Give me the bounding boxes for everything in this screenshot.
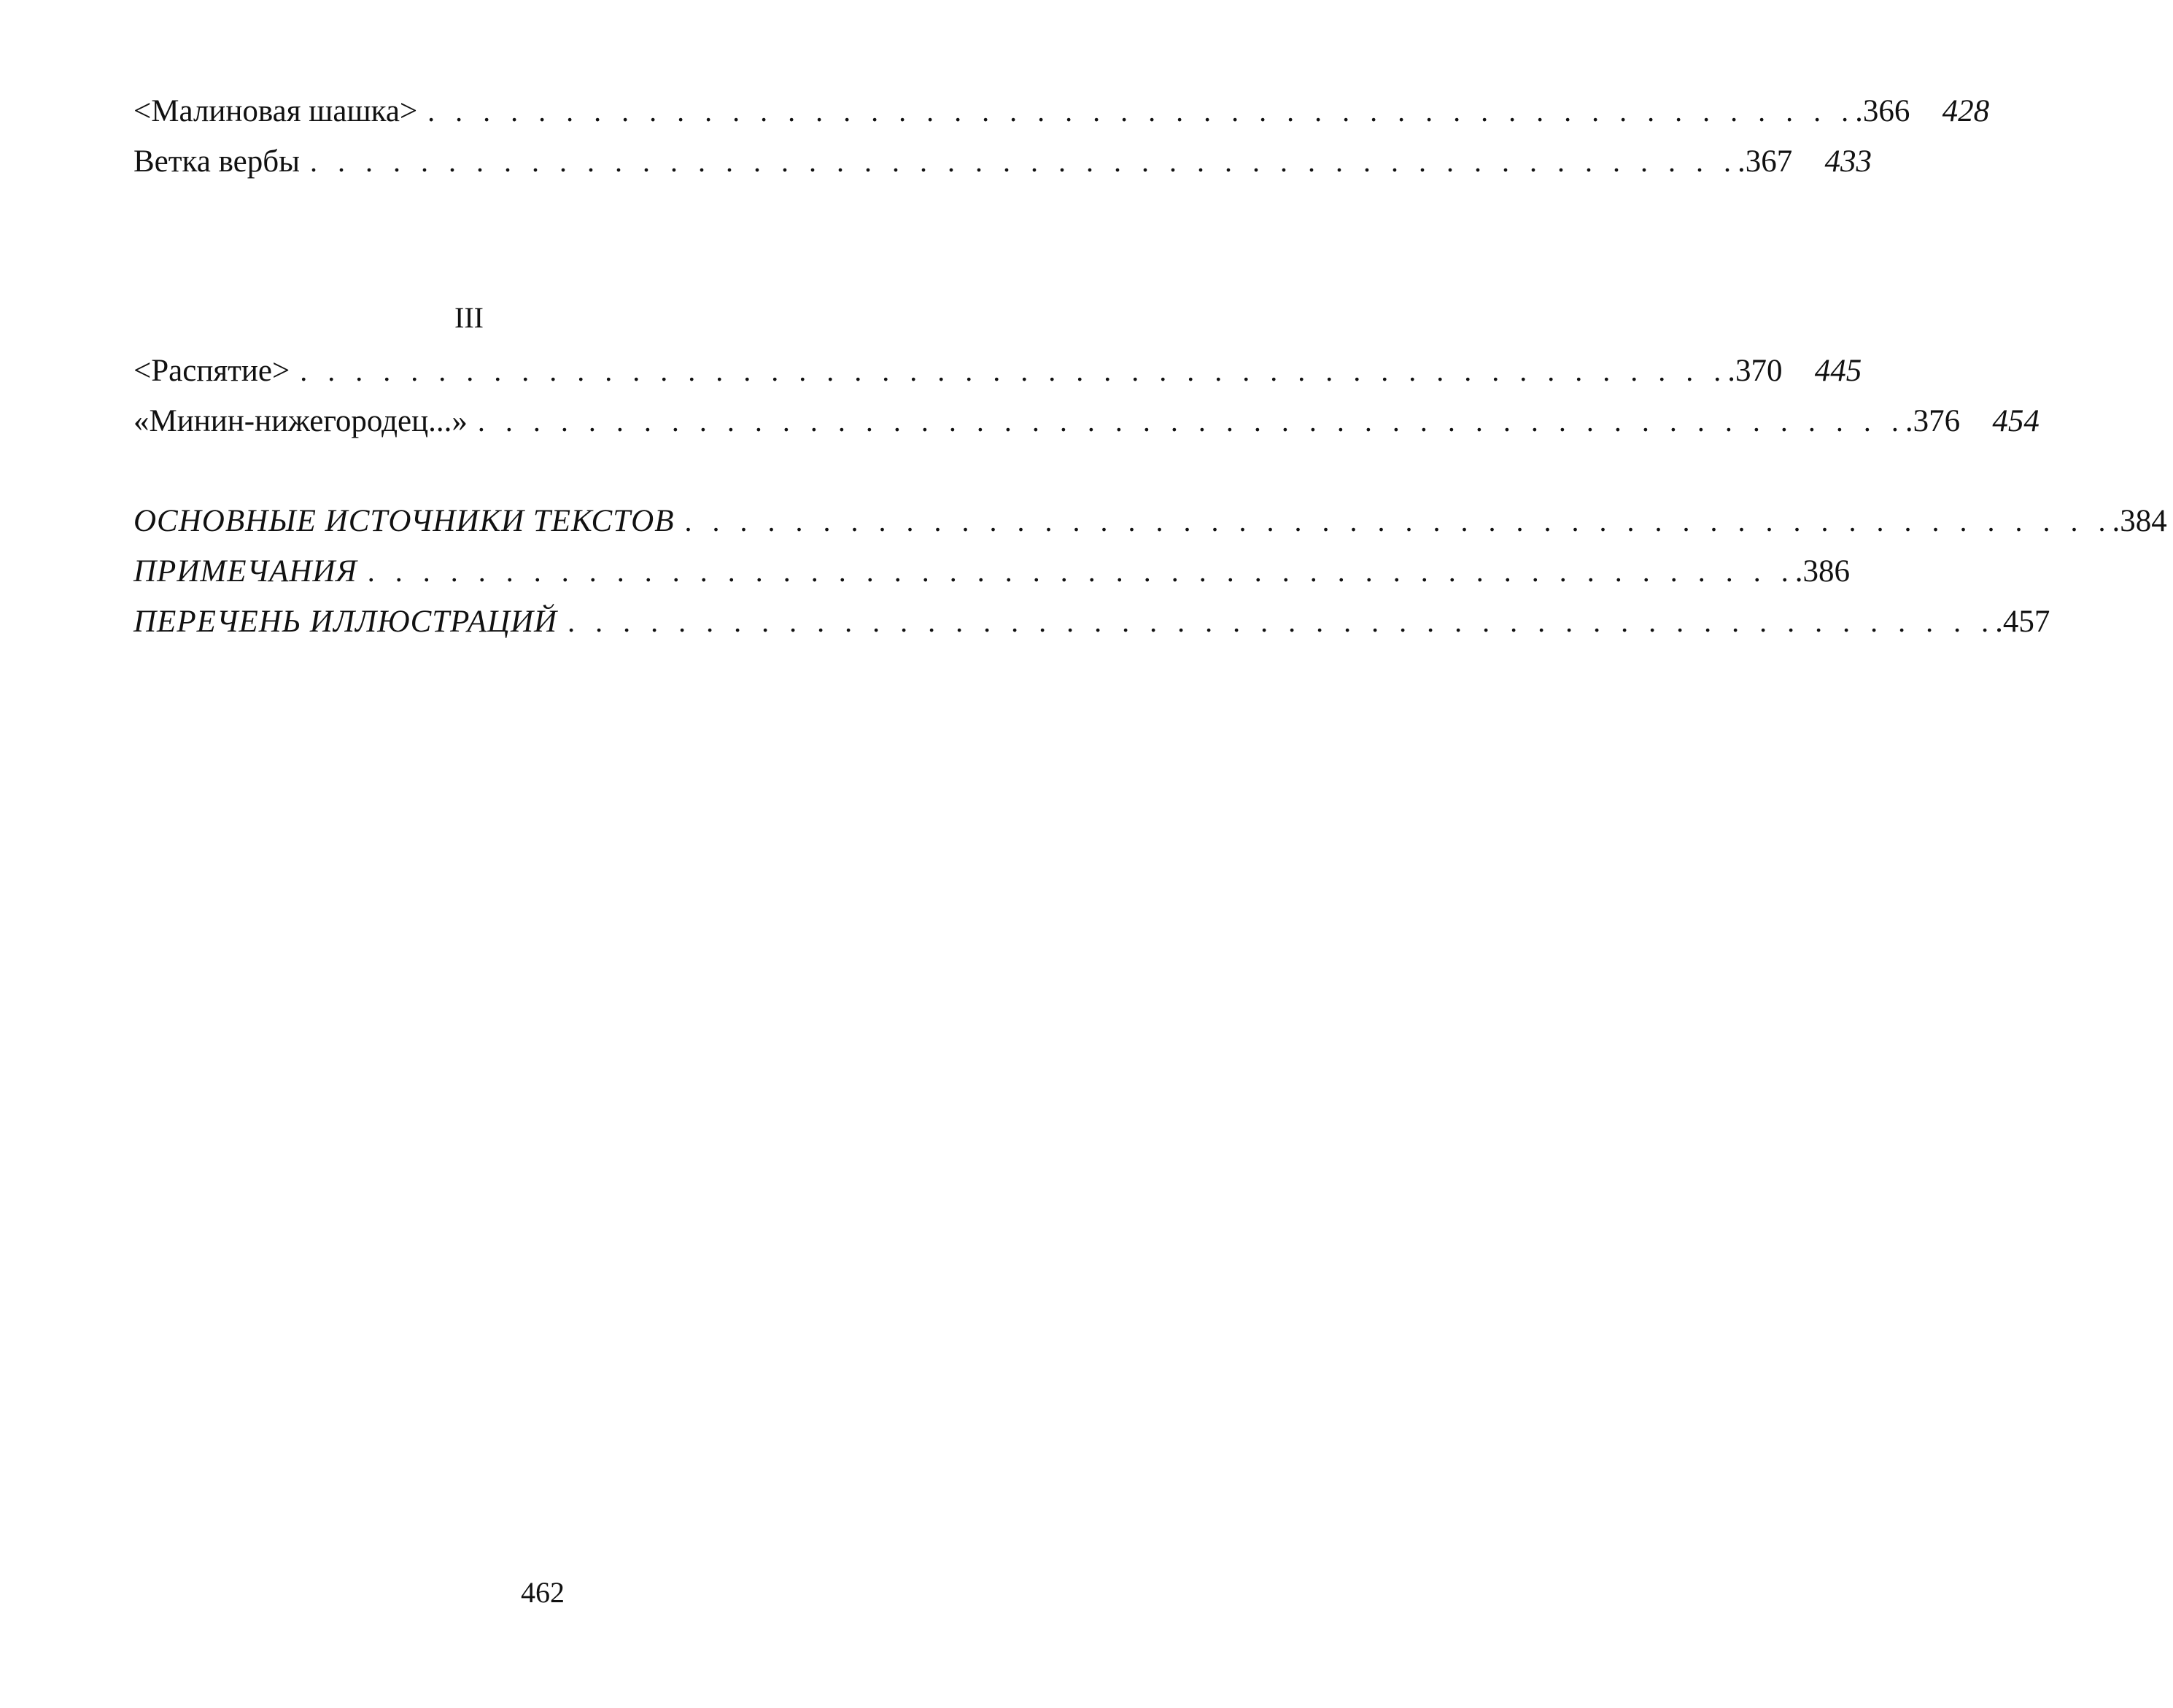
toc-entry-page: .366: [1855, 94, 1910, 128]
toc-entry: [133, 396, 2040, 446]
toc-entry-page: .376: [1905, 404, 1961, 438]
dot-leader: . . . . . . . . . . . . . . . . . . . . . . . . . . . . . . . . . . . . . . . . . . . . . . . . . . . .: [427, 95, 1856, 128]
toc-appendix: [133, 496, 2167, 647]
toc-entry-page: .370: [1727, 354, 1783, 388]
toc-entry-title: «Минин-нижегородец...»: [133, 404, 468, 438]
toc-entry: [133, 86, 1990, 136]
toc-entry-title: <Распятие>: [133, 354, 290, 388]
toc-entry-title: <Малиновая шашка>: [133, 94, 418, 128]
dot-leader: . . . . . . . . . . . . . . . . . . . . . . . . . . . . . . . . . . . . . . . . . . . . . . . . . . . .: [300, 354, 1728, 387]
toc-entry-comment-page: 428: [1942, 94, 1990, 128]
toc-entry: [133, 136, 1872, 187]
toc-entry-page: .384: [2112, 504, 2167, 538]
toc-entry-title: ПРИМЕЧАНИЯ: [133, 554, 357, 589]
spacer: [133, 446, 943, 496]
dot-leader: . . . . . . . . . . . . . . . . . . . . . . . . . . . . . . . . . . . . . . . . . . . . . . . . . . . .: [568, 605, 1996, 638]
toc-entry-title: ОСНОВНЫЕ ИСТОЧНИКИ ТЕКСТОВ: [133, 504, 675, 538]
toc-entry: [133, 597, 2050, 647]
toc-entry-page: .367: [1738, 144, 1793, 179]
toc-entry-title: Ветка вербы: [133, 144, 301, 179]
dot-leader: . . . . . . . . . . . . . . . . . . . . . . . . . . . . . . . . . . . . . . . . . . . . . . . . . . . .: [684, 505, 2112, 537]
toc-group-1: [133, 86, 1990, 187]
toc-entry-comment-page: 445: [1814, 354, 1862, 388]
dot-leader: . . . . . . . . . . . . . . . . . . . . . . . . . . . . . . . . . . . . . . . . . . . . . . . . . . . .: [367, 555, 1795, 588]
dot-leader: . . . . . . . . . . . . . . . . . . . . . . . . . . . . . . . . . . . . . . . . . . . . . . . . . . . .: [477, 405, 1905, 438]
toc-entry-page: .386: [1794, 554, 1850, 589]
toc-entry: [133, 546, 1850, 597]
page-number: 462: [521, 1576, 565, 1609]
table-of-contents: [133, 86, 2167, 647]
toc-entry-comment-page: 454: [1992, 404, 2040, 438]
toc-entry: [133, 346, 1862, 396]
section-heading: III: [454, 301, 484, 334]
toc-entry-comment-page: 433: [1824, 144, 1872, 179]
dot-leader: . . . . . . . . . . . . . . . . . . . . . . . . . . . . . . . . . . . . . . . . . . . . . . . . . . . .: [310, 145, 1738, 178]
toc-group-2: [133, 296, 2040, 446]
toc-entry: [133, 496, 2167, 546]
spacer: [133, 187, 943, 296]
toc-entry-page: .457: [1995, 605, 2050, 639]
toc-entry-title: ПЕРЕЧЕНЬ ИЛЛЮСТРАЦИЙ: [133, 605, 558, 639]
